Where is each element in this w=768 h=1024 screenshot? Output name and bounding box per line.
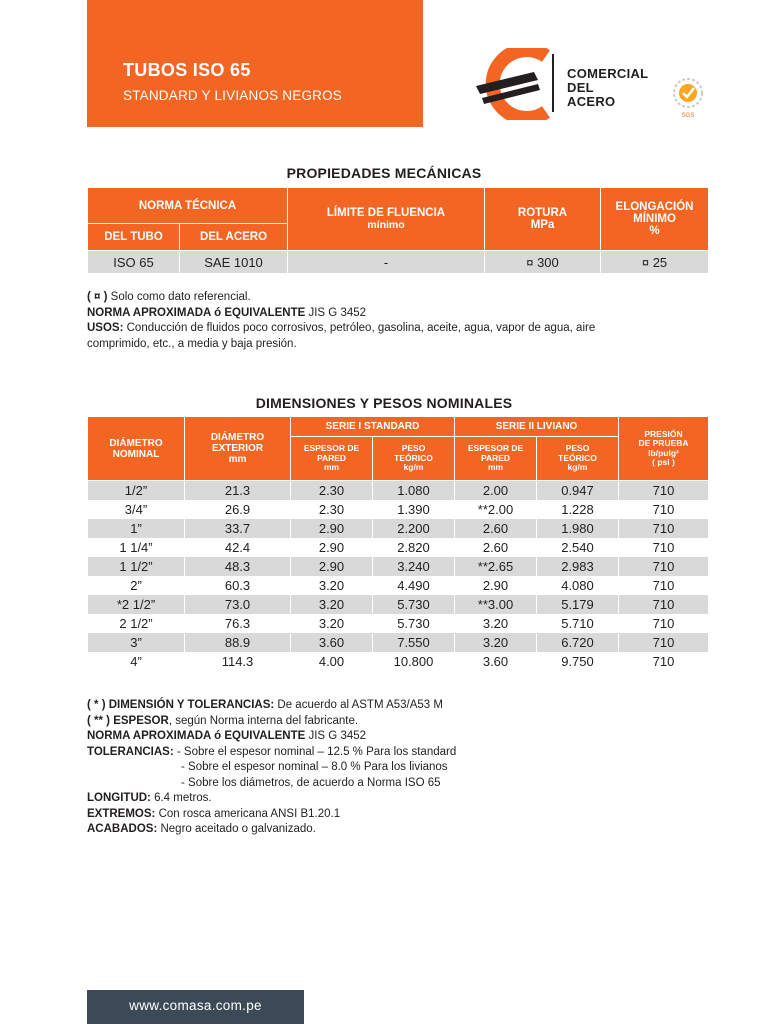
table-row: [88, 538, 709, 557]
cell-peso-liviano: 0.947: [537, 481, 619, 501]
cell-diametro-exterior: 76.3: [185, 614, 291, 633]
cell-diametro-exterior: 33.7: [185, 519, 291, 538]
cell-peso-liviano: 2.540: [537, 538, 619, 557]
cell-peso-standard: 7.550: [373, 633, 455, 652]
dimensions-table: [87, 416, 709, 671]
cell-peso-liviano: 4.080: [537, 576, 619, 595]
notes-dimensions: [87, 698, 456, 838]
header-diametro-exterior: DIÁMETRO EXTERIOR mm: [185, 417, 291, 481]
cell-presion: 710: [619, 500, 709, 519]
header-peso-standard: PESO TEÓRICO kg/m: [373, 437, 455, 481]
note-tolerancias: TOLERANCIAS: - Sobre el espesor nominal – 12.5 % Para los standard: [87, 745, 457, 758]
note-tolerancia-diametros: - Sobre los diámetros, de acuerdo a Norma ISO 65: [181, 776, 441, 789]
cell-espesor-liviano: 3.20: [455, 633, 537, 652]
cell-presion: 710: [619, 652, 709, 671]
table-row: [88, 576, 709, 595]
cell-espesor-liviano: 3.20: [455, 614, 537, 633]
note-tolerancia-livianos: - Sobre el espesor nominal – 8.0 % Para los livianos: [181, 761, 448, 773]
dimensions-title: DIMENSIONES Y PESOS NOMINALES: [255, 395, 513, 411]
note-referencial: ( ¤ ) Solo como dato referencial.: [87, 291, 251, 303]
cell-peso-liviano: 9.750: [537, 652, 619, 671]
cell-diametro-nominal: 2 1/2”: [88, 614, 185, 633]
cell-presion: 710: [619, 614, 709, 633]
header-del-tubo: DEL TUBO: [88, 224, 180, 251]
cell-espesor-liviano: 2.00: [455, 481, 537, 501]
header-serie-liviano: SERIE II LIVIANO: [455, 417, 619, 437]
note-dimension-tolerancias: ( * ) DIMENSIÓN Y TOLERANCIAS: De acuerdo al ASTM A53/A53 M: [87, 699, 443, 711]
cell-espesor-liviano: **3.00: [455, 595, 537, 614]
cell-del-acero: SAE 1010: [180, 251, 288, 274]
cell-limite-fluencia: -: [288, 251, 485, 274]
cell-espesor-liviano: 2.60: [455, 519, 537, 538]
cell-peso-standard: 5.730: [373, 614, 455, 633]
cell-espesor-standard: 3.60: [291, 633, 373, 652]
header-banner: [87, 0, 423, 127]
header-presion-prueba: PRESIÓN DE PRUEBA lb/pulg² ( psi ): [619, 417, 709, 481]
cell-diametro-exterior: 73.0: [185, 595, 291, 614]
cell-diametro-exterior: 21.3: [185, 481, 291, 501]
cell-peso-standard: 4.490: [373, 576, 455, 595]
cell-presion: 710: [619, 481, 709, 501]
cell-diametro-nominal: *2 1/2”: [88, 595, 185, 614]
cell-peso-standard: 1.390: [373, 500, 455, 519]
note-espesor: ( ** ) ESPESOR, según Norma interna del fabricante.: [87, 714, 359, 727]
table-row: [88, 557, 709, 576]
cell-peso-liviano: 5.179: [537, 595, 619, 614]
table-row: [88, 614, 709, 633]
mechanical-properties-title: PROPIEDADES MECÁNICAS: [286, 165, 482, 181]
notes-mechanical: [87, 290, 595, 352]
cell-diametro-exterior: 60.3: [185, 576, 291, 595]
cell-rotura: ¤ 300: [485, 251, 601, 274]
cell-peso-standard: 1.080: [373, 481, 455, 501]
cell-espesor-liviano: **2.00: [455, 500, 537, 519]
cell-diametro-nominal: 1”: [88, 519, 185, 538]
cell-diametro-nominal: 1/2”: [88, 481, 185, 501]
website-link[interactable]: www.comasa.com.pe: [129, 998, 262, 1013]
table-row: [88, 652, 709, 671]
cell-diametro-exterior: 42.4: [185, 538, 291, 557]
company-logo: [472, 48, 712, 120]
header-del-acero: DEL ACERO: [180, 224, 288, 251]
header-diametro-nominal: DIÁMETRO NOMINAL: [88, 417, 185, 481]
cell-diametro-nominal: 1 1/4”: [88, 538, 185, 557]
header-rotura: ROTURA MPa: [485, 188, 601, 251]
cell-peso-liviano: 2.983: [537, 557, 619, 576]
note-usos-cont: comprimido, etc., a media y baja presión.: [87, 337, 297, 350]
note-acabados: ACABADOS: Negro aceitado o galvanizado.: [87, 823, 316, 835]
table-row: [88, 251, 709, 274]
cell-espesor-standard: 3.20: [291, 614, 373, 633]
cell-elongacion: ¤ 25: [601, 251, 709, 274]
cell-peso-standard: 2.200: [373, 519, 455, 538]
cell-espesor-liviano: 2.60: [455, 538, 537, 557]
header-peso-liviano: PESO TEÓRICO kg/m: [537, 437, 619, 481]
cell-diametro-nominal: 3/4”: [88, 500, 185, 519]
svg-text:SGS: SGS: [681, 113, 695, 119]
cell-espesor-standard: 2.90: [291, 557, 373, 576]
cell-peso-liviano: 5.710: [537, 614, 619, 633]
cell-diametro-exterior: 48.3: [185, 557, 291, 576]
sgs-certification-icon: [670, 73, 706, 121]
cell-peso-liviano: 1.228: [537, 500, 619, 519]
cell-peso-liviano: 6.720: [537, 633, 619, 652]
cell-diametro-nominal: 2”: [88, 576, 185, 595]
cell-presion: 710: [619, 557, 709, 576]
logo-mark-icon: [472, 48, 562, 120]
cell-diametro-nominal: 4”: [88, 652, 185, 671]
mechanical-properties-table: [87, 187, 709, 274]
note-longitud: LONGITUD: 6.4 metros.: [87, 792, 212, 804]
cell-peso-standard: 2.820: [373, 538, 455, 557]
table-row: [88, 519, 709, 538]
cell-peso-standard: 10.800: [373, 652, 455, 671]
logo-wordmark: COMERCIAL DEL ACERO: [567, 66, 649, 109]
note-extremos: EXTREMOS: Con rosca americana ANSI B1.20.1: [87, 807, 341, 820]
cell-espesor-standard: 2.90: [291, 538, 373, 557]
page-title: TUBOS ISO 65: [123, 60, 251, 80]
cell-espesor-standard: 2.90: [291, 519, 373, 538]
cell-diametro-exterior: 114.3: [185, 652, 291, 671]
cell-espesor-standard: 4.00: [291, 652, 373, 671]
note-usos: USOS: Conducción de fluidos poco corrosivos, petróleo, gasolina, aceite, agua, vapor de agua, aire: [87, 322, 596, 334]
cell-presion: 710: [619, 519, 709, 538]
table-row: [88, 595, 709, 614]
page-subtitle: STANDARD Y LIVIANOS NEGROS: [123, 88, 343, 103]
cell-presion: 710: [619, 633, 709, 652]
note-norma: NORMA APROXIMADA ó EQUIVALENTE JIS G 3452: [87, 306, 367, 319]
cell-diametro-nominal: 1 1/2”: [88, 557, 185, 576]
cell-espesor-liviano: **2.65: [455, 557, 537, 576]
cell-presion: 710: [619, 538, 709, 557]
cell-peso-liviano: 1.980: [537, 519, 619, 538]
header-limite-fluencia: LÍMITE DE FLUENCIA mínimo: [288, 188, 485, 251]
cell-diametro-exterior: 26.9: [185, 500, 291, 519]
cell-espesor-standard: 3.20: [291, 595, 373, 614]
cell-del-tubo: ISO 65: [88, 251, 180, 274]
cell-peso-standard: 5.730: [373, 595, 455, 614]
cell-espesor-liviano: 3.60: [455, 652, 537, 671]
cell-espesor-standard: 2.30: [291, 500, 373, 519]
table-row: [88, 481, 709, 501]
header-espesor-liviano: ESPESOR DE PARED mm: [455, 437, 537, 481]
header-serie-standard: SERIE I STANDARD: [291, 417, 455, 437]
cell-espesor-standard: 3.20: [291, 576, 373, 595]
table-row: [88, 633, 709, 652]
cell-espesor-standard: 2.30: [291, 481, 373, 501]
table-row: [88, 500, 709, 519]
note-norma: NORMA APROXIMADA ó EQUIVALENTE JIS G 3452: [87, 730, 367, 742]
header-espesor-standard: ESPESOR DE PARED mm: [291, 437, 373, 481]
cell-presion: 710: [619, 576, 709, 595]
header-elongacion: ELONGACIÓN MÍNIMO %: [601, 188, 709, 251]
cell-peso-standard: 3.240: [373, 557, 455, 576]
cell-diametro-nominal: 3”: [88, 633, 185, 652]
cell-espesor-liviano: 2.90: [455, 576, 537, 595]
cell-presion: 710: [619, 595, 709, 614]
footer-bar: [87, 990, 304, 1024]
header-norma-tecnica: NORMA TÉCNICA: [88, 188, 288, 224]
cell-diametro-exterior: 88.9: [185, 633, 291, 652]
